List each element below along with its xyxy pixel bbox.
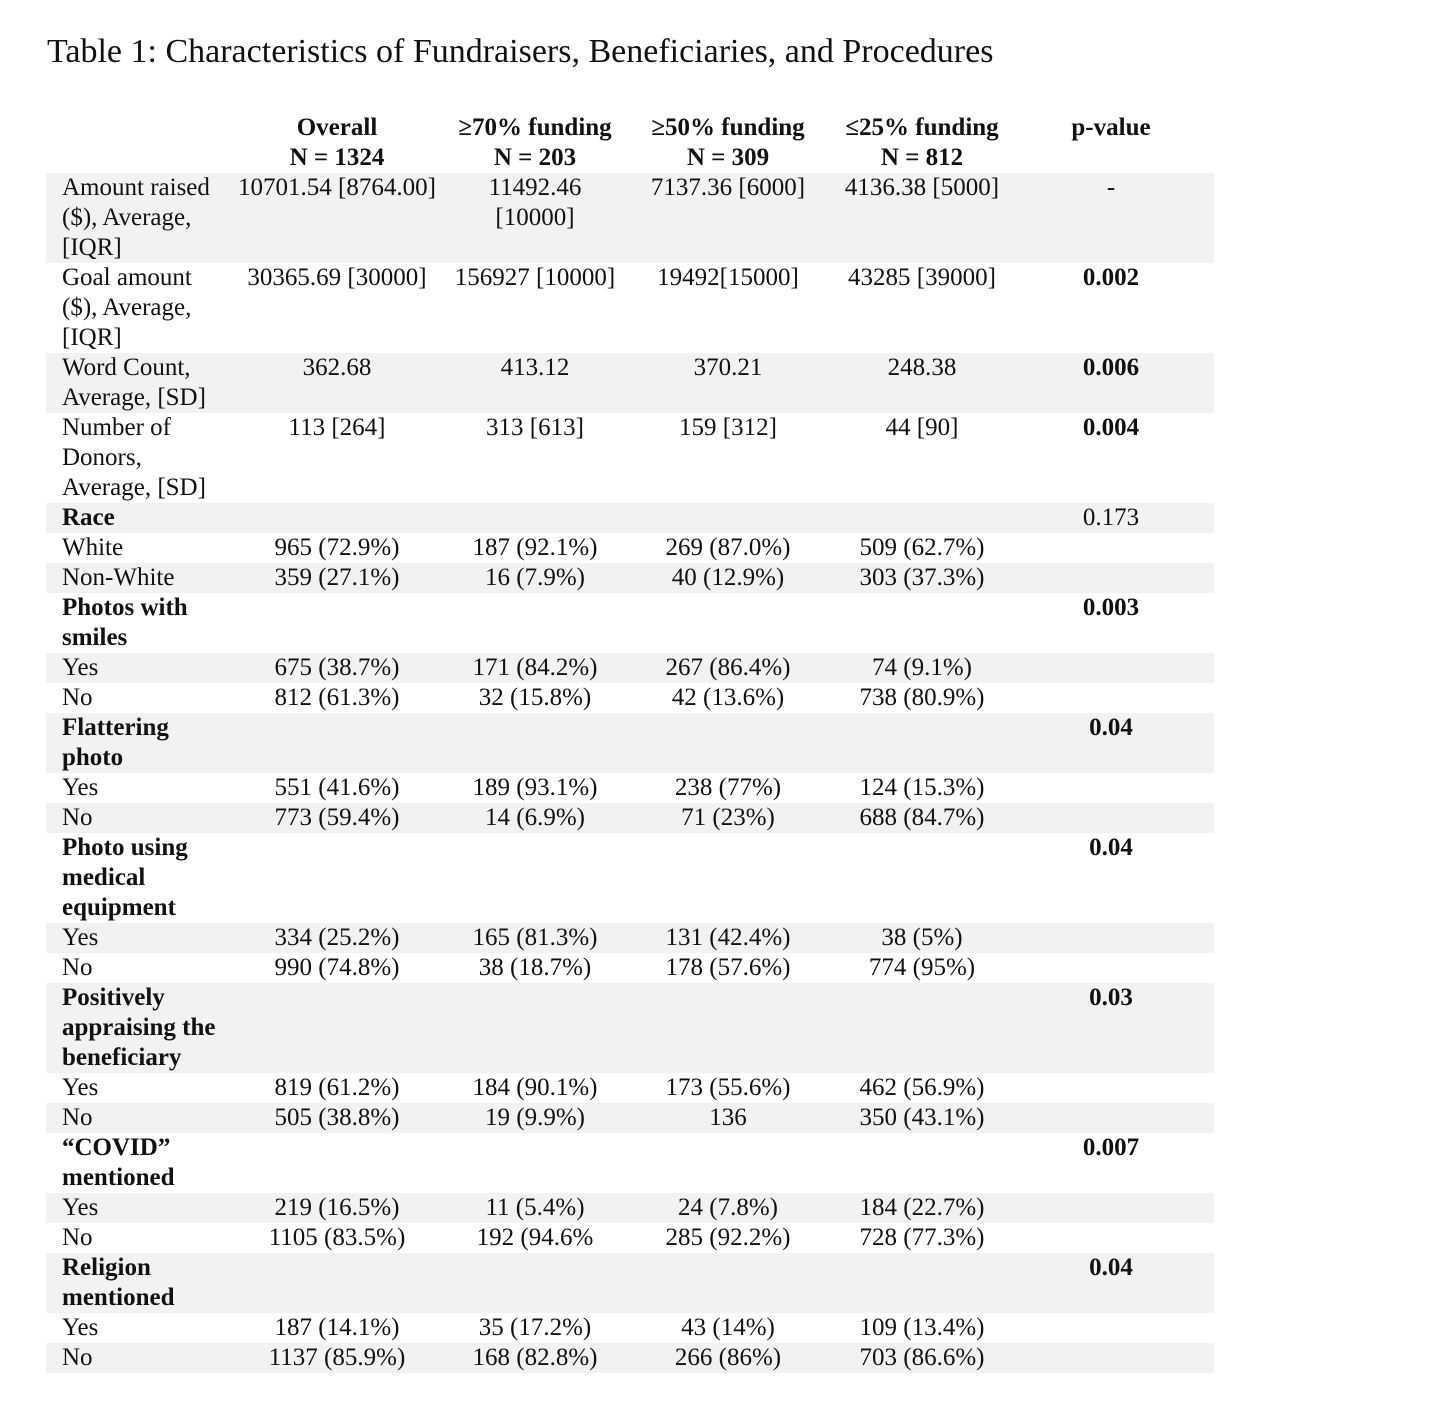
- cell-25-funding: 43285 [39000]: [848, 264, 996, 291]
- row-label: Yes: [62, 774, 99, 801]
- cell-p-value: [1008, 1223, 1214, 1253]
- cell-50-funding: 7137.36 [6000]: [620, 173, 836, 263]
- cell-p-value: [1008, 1073, 1214, 1103]
- characteristics-table: [46, 112, 1214, 1373]
- cell-overall: 113 [264]: [288, 414, 386, 441]
- cell-overall: 1137 (85.9%): [224, 1343, 450, 1373]
- table-row: [46, 1073, 1214, 1103]
- cell-50-funding: [620, 503, 836, 533]
- cell-overall: 30365.69 [30000]: [247, 264, 427, 291]
- cell-overall: 187 (14.1%): [274, 1314, 400, 1341]
- cell-25-funding: 462 (56.9%): [859, 1074, 985, 1101]
- cell-70-funding: 187 (92.1%): [472, 534, 598, 561]
- cell-50-funding: 71 (23%): [620, 803, 836, 833]
- cell-50-funding: 42 (13.6%): [671, 684, 785, 711]
- cell-p-value: -: [1008, 173, 1214, 263]
- cell-70-funding: 11492.46 [10000]: [450, 173, 620, 263]
- cell-overall: [224, 713, 450, 773]
- row-label: Religion mentioned: [46, 1253, 224, 1313]
- row-label: Yes: [46, 1193, 224, 1223]
- row-label: No: [62, 954, 93, 981]
- cell-70-funding: 11 (5.4%): [450, 1193, 620, 1223]
- row-label: Photos with smiles: [62, 594, 188, 651]
- header-cell-70-funding: [450, 112, 620, 173]
- cell-70-funding: 16 (7.9%): [450, 563, 620, 593]
- cell-25-funding: 703 (86.6%): [836, 1343, 1008, 1373]
- table-row: [46, 773, 1214, 803]
- cell-25-funding: [836, 983, 1008, 1073]
- cell-70-funding: 156927 [10000]: [454, 264, 616, 291]
- header-cell-blank: [46, 112, 224, 173]
- row-label: No: [46, 1103, 224, 1133]
- cell-50-funding: [620, 1253, 836, 1313]
- cell-70-funding: 32 (15.8%): [478, 684, 592, 711]
- row-label: No: [46, 1343, 224, 1373]
- cell-50-funding: 285 (92.2%): [665, 1224, 791, 1251]
- cell-overall: 773 (59.4%): [224, 803, 450, 833]
- row-label: Amount raised ($), Average, [IQR]: [46, 173, 224, 263]
- row-label: Yes: [62, 1074, 99, 1101]
- row-label: Positively appraising the beneficiary: [46, 983, 224, 1073]
- cell-overall: [224, 833, 450, 923]
- cell-50-funding: 267 (86.4%): [620, 653, 836, 683]
- cell-overall: 551 (41.6%): [274, 774, 400, 801]
- header-label: p-value: [1071, 114, 1151, 141]
- row-label: Photo using medical equipment: [62, 834, 188, 921]
- cell-70-funding: [450, 983, 620, 1073]
- header-n: N = 309: [686, 144, 770, 171]
- cell-70-funding: [450, 503, 620, 533]
- header-n: N = 203: [493, 144, 577, 171]
- cell-p-value: [1008, 773, 1214, 803]
- cell-50-funding: 173 (55.6%): [665, 1074, 791, 1101]
- table-row: [46, 803, 1214, 833]
- cell-25-funding: 4136.38 [5000]: [836, 173, 1008, 263]
- row-label: No: [62, 684, 93, 711]
- cell-p-value: [1008, 1193, 1214, 1223]
- cell-overall: 334 (25.2%): [224, 923, 450, 953]
- cell-50-funding: 136: [620, 1103, 836, 1133]
- header-cell-50-funding: [620, 112, 836, 173]
- cell-p-value: 0.04: [1008, 713, 1214, 773]
- cell-50-funding: 269 (87.0%): [665, 534, 791, 561]
- cell-overall: 505 (38.8%): [224, 1103, 450, 1133]
- table-section-row: [46, 503, 1214, 533]
- cell-25-funding: 350 (43.1%): [836, 1103, 1008, 1133]
- table-row: [46, 533, 1214, 563]
- header-row: [46, 112, 1214, 173]
- cell-70-funding: 168 (82.8%): [450, 1343, 620, 1373]
- cell-25-funding: 38 (5%): [836, 923, 1008, 953]
- cell-70-funding: 313 [613]: [486, 414, 584, 441]
- cell-p-value: [1008, 803, 1214, 833]
- cell-50-funding: [620, 1133, 836, 1193]
- row-label: Number of Donors, Average, [SD]: [62, 414, 206, 501]
- table-row: [46, 263, 1214, 353]
- table-title: Table 1: Characteristics of Fundraisers, Beneficiaries, and Procedures: [47, 33, 994, 70]
- cell-overall: [224, 1253, 450, 1313]
- row-label: Goal amount ($), Average, [IQR]: [62, 264, 192, 351]
- cell-overall: [224, 503, 450, 533]
- header-n: N = 1324: [289, 144, 385, 171]
- cell-25-funding: 124 (15.3%): [859, 774, 985, 801]
- cell-p-value: 0.003: [1082, 594, 1140, 621]
- cell-overall: 675 (38.7%): [224, 653, 450, 683]
- cell-p-value: [1008, 1343, 1214, 1373]
- table-row: [46, 413, 1214, 503]
- header-n: N = 812: [880, 144, 964, 171]
- cell-70-funding: 14 (6.9%): [450, 803, 620, 833]
- cell-25-funding: 74 (9.1%): [836, 653, 1008, 683]
- table-section-row: [46, 983, 1214, 1073]
- cell-p-value: [1008, 563, 1214, 593]
- cell-50-funding: 19492[15000]: [657, 264, 799, 291]
- row-label: Flattering photo: [46, 713, 224, 773]
- cell-p-value: [1008, 533, 1214, 563]
- row-label: White: [62, 534, 124, 561]
- cell-70-funding: 413.12: [450, 353, 620, 413]
- cell-overall: 819 (61.2%): [274, 1074, 400, 1101]
- cell-50-funding: 131 (42.4%): [620, 923, 836, 953]
- header-label: Overall: [296, 114, 378, 141]
- row-label: Non-White: [46, 563, 224, 593]
- cell-50-funding: [620, 713, 836, 773]
- cell-p-value: 0.03: [1008, 983, 1214, 1073]
- header-label: ≤25% funding: [845, 114, 999, 141]
- cell-p-value: [1008, 683, 1214, 713]
- table-row: [46, 653, 1214, 683]
- cell-25-funding: [836, 1253, 1008, 1313]
- cell-p-value: [1008, 923, 1214, 953]
- row-label: Word Count, Average, [SD]: [46, 353, 224, 413]
- cell-25-funding: 303 (37.3%): [836, 563, 1008, 593]
- cell-overall: 1105 (83.5%): [268, 1224, 406, 1251]
- table-row: [46, 923, 1214, 953]
- cell-p-value: 0.007: [1082, 1134, 1140, 1161]
- table-row: [46, 563, 1214, 593]
- cell-25-funding: 44 [90]: [885, 414, 959, 441]
- cell-70-funding: 192 (94.6%: [476, 1224, 594, 1251]
- cell-p-value: 0.002: [1082, 264, 1140, 291]
- cell-50-funding: 40 (12.9%): [620, 563, 836, 593]
- table-row: [46, 1223, 1214, 1253]
- cell-overall: [224, 983, 450, 1073]
- header-cell-25-funding: [836, 112, 1008, 173]
- cell-25-funding: 109 (13.4%): [859, 1314, 985, 1341]
- row-label: No: [62, 1224, 93, 1251]
- cell-p-value: 0.006: [1008, 353, 1214, 413]
- cell-70-funding: 165 (81.3%): [450, 923, 620, 953]
- table-section-row: [46, 1253, 1214, 1313]
- cell-25-funding: 509 (62.7%): [859, 534, 985, 561]
- cell-p-value: 0.004: [1082, 414, 1140, 441]
- cell-overall: 990 (74.8%): [274, 954, 400, 981]
- table-section-row: [46, 1133, 1214, 1193]
- table-row: [46, 173, 1214, 263]
- header-cell-p-value: [1008, 112, 1214, 173]
- cell-p-value: 0.04: [1089, 834, 1133, 861]
- row-label: Yes: [46, 923, 224, 953]
- cell-25-funding: [836, 833, 1008, 923]
- cell-70-funding: [450, 1253, 620, 1313]
- cell-70-funding: 189 (93.1%): [472, 774, 598, 801]
- cell-p-value: [1008, 953, 1214, 983]
- row-label: “COVID” mentioned: [62, 1134, 175, 1191]
- cell-70-funding: [450, 1133, 620, 1193]
- cell-25-funding: 688 (84.7%): [836, 803, 1008, 833]
- cell-25-funding: [836, 713, 1008, 773]
- table-row: [46, 1343, 1214, 1373]
- cell-50-funding: 24 (7.8%): [620, 1193, 836, 1223]
- cell-25-funding: 184 (22.7%): [836, 1193, 1008, 1223]
- cell-25-funding: [836, 503, 1008, 533]
- cell-50-funding: 266 (86%): [620, 1343, 836, 1373]
- cell-overall: 965 (72.9%): [274, 534, 400, 561]
- cell-25-funding: [836, 1133, 1008, 1193]
- cell-p-value: [1008, 1103, 1214, 1133]
- cell-25-funding: 738 (80.9%): [859, 684, 985, 711]
- table-row: [46, 683, 1214, 713]
- cell-overall: [224, 593, 450, 653]
- cell-overall: 359 (27.1%): [224, 563, 450, 593]
- table-section-row: [46, 713, 1214, 773]
- cell-50-funding: [620, 593, 836, 653]
- cell-50-funding: 159 [312]: [679, 414, 777, 441]
- table-row: [46, 353, 1214, 413]
- table-header: [46, 112, 1214, 173]
- table-row: [46, 953, 1214, 983]
- cell-50-funding: 370.21: [620, 353, 836, 413]
- cell-70-funding: 38 (18.7%): [478, 954, 592, 981]
- cell-50-funding: [620, 983, 836, 1073]
- cell-25-funding: [836, 593, 1008, 653]
- table-row: [46, 1103, 1214, 1133]
- table-section-row: [46, 593, 1214, 653]
- cell-70-funding: 19 (9.9%): [450, 1103, 620, 1133]
- cell-50-funding: 238 (77%): [674, 774, 782, 801]
- row-label: No: [46, 803, 224, 833]
- table-row: [46, 1193, 1214, 1223]
- cell-p-value: 0.173: [1008, 503, 1214, 533]
- table-section-row: [46, 833, 1214, 923]
- cell-70-funding: 171 (84.2%): [450, 653, 620, 683]
- header-label: ≥50% funding: [651, 114, 805, 141]
- cell-50-funding: 178 (57.6%): [665, 954, 791, 981]
- cell-50-funding: 43 (14%): [681, 1314, 775, 1341]
- cell-70-funding: [450, 593, 620, 653]
- row-label: Yes: [62, 1314, 99, 1341]
- cell-overall: [224, 1133, 450, 1193]
- cell-70-funding: 35 (17.2%): [478, 1314, 592, 1341]
- cell-70-funding: [450, 713, 620, 773]
- cell-overall: 812 (61.3%): [274, 684, 400, 711]
- cell-overall: 362.68: [224, 353, 450, 413]
- cell-70-funding: 184 (90.1%): [472, 1074, 598, 1101]
- cell-p-value: [1008, 1313, 1214, 1343]
- cell-25-funding: 728 (77.3%): [859, 1224, 985, 1251]
- cell-overall: 10701.54 [8764.00]: [224, 173, 450, 263]
- cell-25-funding: 774 (95%): [868, 954, 976, 981]
- cell-overall: 219 (16.5%): [224, 1193, 450, 1223]
- cell-p-value: [1008, 653, 1214, 683]
- cell-50-funding: [620, 833, 836, 923]
- row-label: Yes: [46, 653, 224, 683]
- header-cell-overall: [224, 112, 450, 173]
- table-body: [46, 173, 1214, 1373]
- cell-p-value: 0.04: [1008, 1253, 1214, 1313]
- row-label: Race: [46, 503, 224, 533]
- table-row: [46, 1313, 1214, 1343]
- cell-25-funding: 248.38: [836, 353, 1008, 413]
- header-label: ≥70% funding: [458, 114, 612, 141]
- cell-70-funding: [450, 833, 620, 923]
